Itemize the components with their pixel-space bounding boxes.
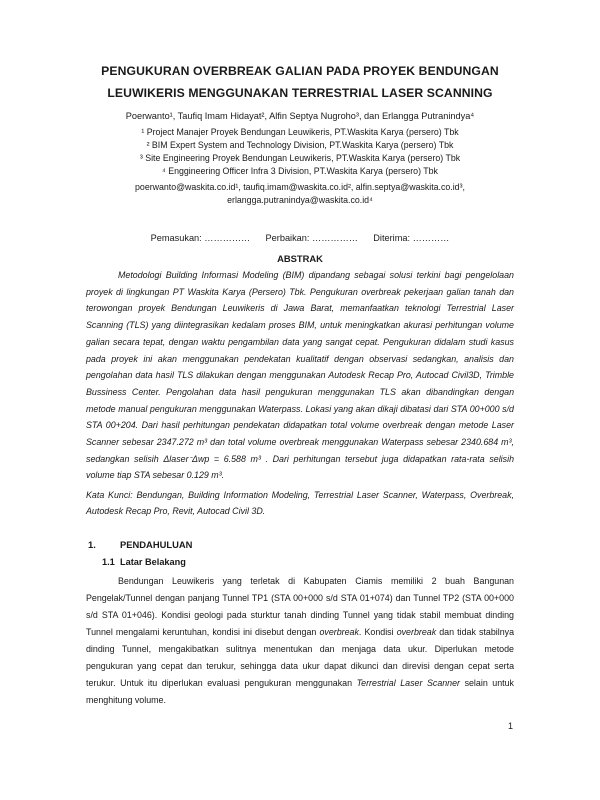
overbreak-term-1: overbreak <box>319 627 359 637</box>
paper-title-line-1: PENGUKURAN OVERBREAK GALIAN PADA PROYEK BENDUNGAN <box>101 64 499 78</box>
affiliation-3: ³ Site Engineering Proyek Bendungan Leuwikeris, PT.Waskita Karya (persero) Tbk <box>139 153 461 163</box>
body-text-part-1: Bendungan Leuwikeris yang terletak di Kabupaten Ciamis memiliki 2 buah Bangunan Pengelak/Tunnel dengan panjang Tunnel TP1 (STA 00+000 s/d STA 01+074) dan Tunnel TP2 (STA 00+000 s/d STA 01+046). Kondisi geologi pada sturktur tanah dinding Tunnel yang tidak stabil membuat dinding Tunnel mengalami keruntuhan, kondisi ini disebut dengan <box>86 576 514 637</box>
page-number: 1 <box>508 721 514 731</box>
tls-term: Terrestrial Laser Scanner <box>356 678 461 688</box>
section-title: PENDAHULUAN <box>120 539 193 550</box>
abstract-heading: ABSTRAK <box>277 253 323 264</box>
abstract-body <box>86 267 514 484</box>
author-emails <box>40 181 560 207</box>
body-text-part-3: dan tidak stabilnya dinding Tunnel, mengakibatkan sulitnya menentukan dan menjaga data ukur. Diperlukan metode pengukuran yang cepat dan terukur, sehingga data ukur dapat dikunci dan direvisi dengan cepat serta terukur. Untuk itu diperlukan evaluasi pengukuran menggunakan <box>86 627 515 688</box>
body-text <box>86 573 514 709</box>
email-line-1: poerwanto@waskita.co.id¹, taufiq.imam@waskita.co.id², alfin.septya@waskita.co.id³, <box>135 182 465 192</box>
subsection-title: Latar Belakang <box>120 557 186 567</box>
body-text-part-2: . Kondisi <box>358 627 394 637</box>
body-text-part-4: selain untuk menghitung volume. <box>86 678 514 705</box>
affiliation-2: ² BIM Expert System and Technology Division, PT.Waskita Karya (persero) Tbk <box>146 140 454 150</box>
keywords: Kata Kunci: Bendungan, Building Information Modeling, Terrestrial Laser Scanner, Waterpass, Overbreak, Autodesk Recap Pro, Revit, Autocad Civil 3D. <box>86 490 514 516</box>
submission-dates <box>40 233 560 243</box>
section-number: 1. <box>88 539 96 550</box>
affiliation-1: ¹ Project Manajer Proyek Bendungan Leuwikeris, PT.Waskita Karya (persero) Tbk <box>141 127 459 137</box>
author-list: Poerwanto¹, Taufiq Imam Hidayat², Alfin Septya Nugroho³, dan Erlangga Putranindya⁴ <box>125 111 475 121</box>
revised-date: Perbaikan: …………… <box>265 233 358 243</box>
section-heading <box>88 539 192 550</box>
body-paragraph <box>86 573 514 709</box>
overbreak-term-2: overbreak <box>396 627 437 637</box>
paper-title-line-2: LEUWIKERIS MENGGUNAKAN TERRESTRIAL LASER SCANNING <box>107 86 493 100</box>
subsection-number: 1.1 <box>102 557 115 567</box>
email-line-2: erlangga.putranindya@waskita.co.id⁴ <box>227 195 373 205</box>
abstract-text: Metodologi Building Informasi Modeling (BIM) dipandang sebagai solusi terkini bagi pengelolaan proyek di lingkungan PT Waskita Karya (Persero) Tbk. Pengukuran overbreak pekerjaan galian tanah dan terowongan proyek Bendungan Leuwikeris di Jawa Barat, memanfaatkan teknologi Terrestrial Laser Scanning (TLS) yang diintegrasikan kedalam proses BIM, untuk meningkatkan akurasi perhitungan volume galian secara tepat, dengan waktu pengambilan data yang sangat cepat. Pengukuran didalam studi kasus pada proyek ini akan menggunakan pendekatan kualitatif dengan observasi sedangkan, analisis dan pengolahan data hasil TLS dilakukan dengan menggunakan Autodesk Recap Pro, Autocad Civil3D, Trimble Bussiness Center. Pengolahan data hasil pengukuran menggunakan TLS akan dibandingkan dengan metode manual pengukuran menggunakan Waterpass. Lokasi yang akan dikaji dibatasi dari STA 00+000 s/d STA 00+204. Dari hasil perhitungan pendekatan didapatkan total volume overbreak dengan metode Laser Scanner sebesar 2347.272 m³ dan total volume overbreak menggunakan Waterpass sebesar 2340.684 m³, sedangkan selisih ΔlaserᐨΔwp = 6.588 m³ . Dari perhitungan tersebut juga didapatkan rata-rata selisih volume tiap STA sebesar 0.129 m³. <box>86 270 514 481</box>
subsection-heading <box>102 557 186 567</box>
affiliation-4: ⁴ Enggineering Officer Infra 3 Division, PT.Waskita Karya (persero) Tbk <box>162 166 438 176</box>
accepted-date: Diterima: ………… <box>373 233 450 243</box>
received-date: Pemasukan: …………… <box>150 233 251 243</box>
